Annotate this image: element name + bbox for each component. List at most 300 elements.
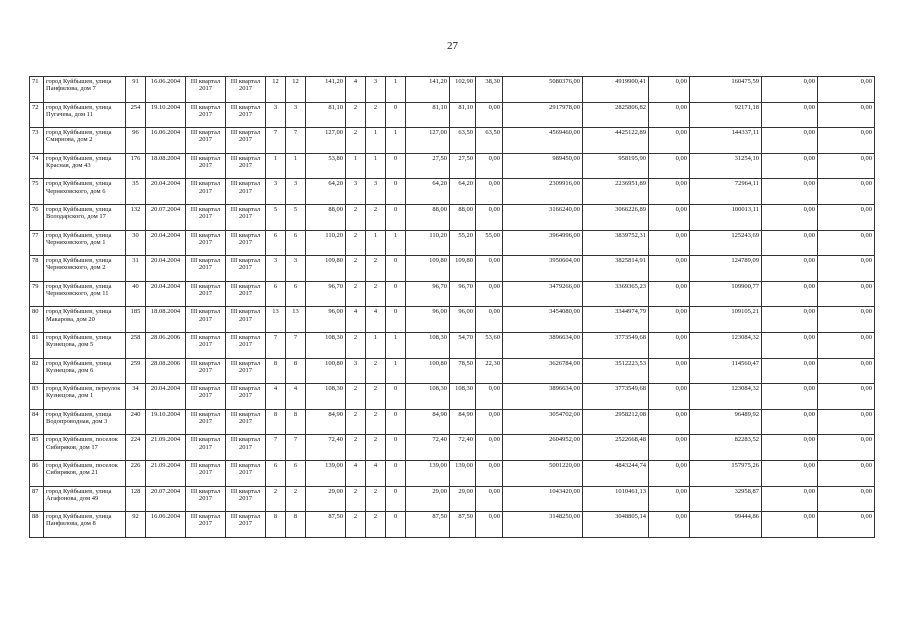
other-funds-cell: 0,00 [818,409,875,435]
fund-share-cell: 2236951,89 [583,179,649,205]
total-cost-cell: 3896634,00 [503,332,583,358]
rooms-total-cell: 2 [346,435,366,461]
other-funds-cell: 0,00 [818,512,875,538]
document-number-cell: 30 [126,230,146,256]
housing-registry-table [29,76,875,538]
residents-count-cell: 6 [266,230,286,256]
planned-quarter-cell: III квартал 2017 [186,512,226,538]
relocated-count-cell: 8 [286,358,306,384]
rooms-private-cell: 1 [386,358,406,384]
table-row [30,102,875,128]
area-total-cell: 109,80 [406,256,450,282]
extra-funds-cell: 0,00 [762,409,818,435]
actual-quarter-cell: III квартал 2017 [226,358,266,384]
area-municipal-cell: 87,50 [450,512,476,538]
rooms-total-cell: 2 [346,128,366,154]
date-cell: 16.06.2004 [146,512,186,538]
table-row [30,128,875,154]
area-total-cell: 87,50 [406,512,450,538]
fund-share-cell: 3839752,31 [583,230,649,256]
area-private-cell: 0,00 [476,512,503,538]
fund-share-cell: 2522668,48 [583,435,649,461]
rooms-municipal-cell: 3 [366,179,386,205]
rooms-private-cell: 0 [386,384,406,410]
relocated-count-cell: 2 [286,486,306,512]
extra-funds-cell: 0,00 [762,128,818,154]
address-cell: город Куйбышев, улица Панфилова, дом 8 [44,512,126,538]
document-number-cell: 128 [126,486,146,512]
row-number: 81 [30,332,44,358]
document-number-cell: 91 [126,77,146,103]
rooms-total-cell: 3 [346,358,366,384]
extra-funds-cell: 0,00 [762,460,818,486]
table-row [30,153,875,179]
area-total-cell: 141,20 [406,77,450,103]
area-total-cell: 100,80 [406,358,450,384]
date-cell: 19.10.2004 [146,102,186,128]
total-cost-cell: 2604952,00 [503,435,583,461]
local-budget-cell: 109900,77 [690,281,762,307]
total-cost-cell: 3626784,00 [503,358,583,384]
actual-quarter-cell: III квартал 2017 [226,153,266,179]
document-number-cell: 132 [126,204,146,230]
row-number: 87 [30,486,44,512]
total-area-cell: 127,00 [306,128,346,154]
area-total-cell: 108,30 [406,384,450,410]
residents-count-cell: 6 [266,281,286,307]
other-funds-cell: 0,00 [818,77,875,103]
rooms-private-cell: 0 [386,204,406,230]
planned-quarter-cell: III квартал 2017 [186,128,226,154]
document-number-cell: 259 [126,358,146,384]
regional-budget-cell: 0,00 [649,77,690,103]
extra-funds-cell: 0,00 [762,332,818,358]
date-cell: 20.04.2004 [146,384,186,410]
table-row [30,409,875,435]
rooms-private-cell: 1 [386,128,406,154]
planned-quarter-cell: III квартал 2017 [186,307,226,333]
other-funds-cell: 0,00 [818,179,875,205]
rooms-municipal-cell: 2 [366,281,386,307]
rooms-total-cell: 1 [346,153,366,179]
total-cost-cell: 2917978,00 [503,102,583,128]
extra-funds-cell: 0,00 [762,486,818,512]
extra-funds-cell: 0,00 [762,230,818,256]
planned-quarter-cell: III квартал 2017 [186,358,226,384]
total-area-cell: 96,70 [306,281,346,307]
rooms-municipal-cell: 2 [366,512,386,538]
extra-funds-cell: 0,00 [762,204,818,230]
residents-count-cell: 7 [266,435,286,461]
rooms-private-cell: 0 [386,307,406,333]
total-area-cell: 110,20 [306,230,346,256]
address-cell: город Куйбышев, улица Водопроводная, дом 3 [44,409,126,435]
local-budget-cell: 123084,32 [690,384,762,410]
total-area-cell: 139,00 [306,460,346,486]
rooms-total-cell: 2 [346,409,366,435]
fund-share-cell: 3369365,23 [583,281,649,307]
local-budget-cell: 123084,32 [690,332,762,358]
document-number-cell: 185 [126,307,146,333]
area-private-cell: 55,00 [476,230,503,256]
regional-budget-cell: 0,00 [649,486,690,512]
date-cell: 20.04.2004 [146,256,186,282]
table-row [30,179,875,205]
residents-count-cell: 12 [266,77,286,103]
fund-share-cell: 4425122,89 [583,128,649,154]
document-number-cell: 240 [126,409,146,435]
area-municipal-cell: 88,00 [450,204,476,230]
row-number: 73 [30,128,44,154]
regional-budget-cell: 0,00 [649,230,690,256]
date-cell: 16.06.2004 [146,77,186,103]
residents-count-cell: 8 [266,358,286,384]
total-area-cell: 109,80 [306,256,346,282]
residents-count-cell: 2 [266,486,286,512]
document-number-cell: 96 [126,128,146,154]
other-funds-cell: 0,00 [818,230,875,256]
rooms-total-cell: 2 [346,102,366,128]
relocated-count-cell: 6 [286,230,306,256]
table-body [30,77,875,538]
total-cost-cell: 2309916,00 [503,179,583,205]
fund-share-cell: 3344974,79 [583,307,649,333]
local-budget-cell: 160475,59 [690,77,762,103]
fund-share-cell: 958195,90 [583,153,649,179]
other-funds-cell: 0,00 [818,435,875,461]
other-funds-cell: 0,00 [818,153,875,179]
area-total-cell: 72,40 [406,435,450,461]
relocated-count-cell: 4 [286,384,306,410]
date-cell: 21.09.2004 [146,435,186,461]
area-private-cell: 63,50 [476,128,503,154]
relocated-count-cell: 7 [286,128,306,154]
area-municipal-cell: 84,90 [450,409,476,435]
address-cell: город Куйбышев, улица Черняховского, дом 2 [44,256,126,282]
total-cost-cell: 3454080,00 [503,307,583,333]
total-cost-cell: 3166240,00 [503,204,583,230]
extra-funds-cell: 0,00 [762,102,818,128]
planned-quarter-cell: III квартал 2017 [186,204,226,230]
total-cost-cell: 989450,00 [503,153,583,179]
area-municipal-cell: 63,50 [450,128,476,154]
area-municipal-cell: 27,50 [450,153,476,179]
rooms-private-cell: 1 [386,230,406,256]
regional-budget-cell: 0,00 [649,384,690,410]
residents-count-cell: 3 [266,179,286,205]
date-cell: 20.04.2004 [146,179,186,205]
document-number-cell: 40 [126,281,146,307]
planned-quarter-cell: III квартал 2017 [186,230,226,256]
extra-funds-cell: 0,00 [762,307,818,333]
regional-budget-cell: 0,00 [649,409,690,435]
total-area-cell: 81,10 [306,102,346,128]
extra-funds-cell: 0,00 [762,179,818,205]
address-cell: город Куйбышев, улица Красная, дом 43 [44,153,126,179]
planned-quarter-cell: III квартал 2017 [186,435,226,461]
rooms-private-cell: 0 [386,256,406,282]
rooms-private-cell: 0 [386,281,406,307]
local-budget-cell: 31254,10 [690,153,762,179]
area-municipal-cell: 109,80 [450,256,476,282]
area-total-cell: 96,70 [406,281,450,307]
other-funds-cell: 0,00 [818,384,875,410]
regional-budget-cell: 0,00 [649,358,690,384]
table-row [30,281,875,307]
area-municipal-cell: 55,20 [450,230,476,256]
extra-funds-cell: 0,00 [762,256,818,282]
total-cost-cell: 4569460,00 [503,128,583,154]
area-private-cell: 0,00 [476,307,503,333]
regional-budget-cell: 0,00 [649,281,690,307]
residents-count-cell: 13 [266,307,286,333]
area-total-cell: 84,90 [406,409,450,435]
rooms-private-cell: 0 [386,486,406,512]
rooms-municipal-cell: 2 [366,102,386,128]
address-cell: город Куйбышев, улица Пугачева, дом 11 [44,102,126,128]
row-number: 76 [30,204,44,230]
planned-quarter-cell: III квартал 2017 [186,409,226,435]
fund-share-cell: 4843244,74 [583,460,649,486]
total-area-cell: 64,20 [306,179,346,205]
rooms-private-cell: 0 [386,409,406,435]
address-cell: город Куйбышев, улица Макарова, дом 20 [44,307,126,333]
extra-funds-cell: 0,00 [762,384,818,410]
date-cell: 20.04.2004 [146,281,186,307]
rooms-municipal-cell: 4 [366,307,386,333]
planned-quarter-cell: III квартал 2017 [186,460,226,486]
residents-count-cell: 7 [266,332,286,358]
relocated-count-cell: 8 [286,512,306,538]
date-cell: 18.08.2004 [146,153,186,179]
document-number-cell: 176 [126,153,146,179]
local-budget-cell: 144337,11 [690,128,762,154]
other-funds-cell: 0,00 [818,256,875,282]
area-private-cell: 0,00 [476,486,503,512]
extra-funds-cell: 0,00 [762,435,818,461]
area-total-cell: 81,10 [406,102,450,128]
local-budget-cell: 100013,11 [690,204,762,230]
area-private-cell: 0,00 [476,153,503,179]
rooms-municipal-cell: 2 [366,358,386,384]
document-number-cell: 92 [126,512,146,538]
planned-quarter-cell: III квартал 2017 [186,179,226,205]
document-number-cell: 254 [126,102,146,128]
rooms-private-cell: 0 [386,153,406,179]
fund-share-cell: 1010461,13 [583,486,649,512]
area-total-cell: 127,00 [406,128,450,154]
regional-budget-cell: 0,00 [649,128,690,154]
area-municipal-cell: 72,40 [450,435,476,461]
residents-count-cell: 3 [266,256,286,282]
row-number: 88 [30,512,44,538]
total-area-cell: 96,00 [306,307,346,333]
rooms-total-cell: 4 [346,307,366,333]
rooms-municipal-cell: 4 [366,460,386,486]
rooms-private-cell: 1 [386,332,406,358]
actual-quarter-cell: III квартал 2017 [226,460,266,486]
date-cell: 19.10.2004 [146,409,186,435]
actual-quarter-cell: III квартал 2017 [226,332,266,358]
area-municipal-cell: 54,70 [450,332,476,358]
row-number: 84 [30,409,44,435]
regional-budget-cell: 0,00 [649,460,690,486]
area-total-cell: 96,00 [406,307,450,333]
area-private-cell: 0,00 [476,384,503,410]
area-private-cell: 22,30 [476,358,503,384]
table-row [30,256,875,282]
rooms-total-cell: 4 [346,77,366,103]
document-number-cell: 35 [126,179,146,205]
area-municipal-cell: 139,00 [450,460,476,486]
extra-funds-cell: 0,00 [762,153,818,179]
area-private-cell: 0,00 [476,179,503,205]
area-total-cell: 110,20 [406,230,450,256]
actual-quarter-cell: III квартал 2017 [226,486,266,512]
actual-quarter-cell: III квартал 2017 [226,102,266,128]
row-number: 83 [30,384,44,410]
date-cell: 28.08.2006 [146,358,186,384]
relocated-count-cell: 3 [286,256,306,282]
rooms-private-cell: 0 [386,512,406,538]
rooms-private-cell: 0 [386,460,406,486]
area-municipal-cell: 96,70 [450,281,476,307]
residents-count-cell: 4 [266,384,286,410]
address-cell: город Куйбышев, улица Черняховского, дом 1 [44,230,126,256]
table-row [30,307,875,333]
planned-quarter-cell: III квартал 2017 [186,102,226,128]
fund-share-cell: 3825814,91 [583,256,649,282]
regional-budget-cell: 0,00 [649,204,690,230]
other-funds-cell: 0,00 [818,281,875,307]
area-total-cell: 64,20 [406,179,450,205]
other-funds-cell: 0,00 [818,486,875,512]
rooms-municipal-cell: 2 [366,256,386,282]
total-area-cell: 141,20 [306,77,346,103]
actual-quarter-cell: III квартал 2017 [226,512,266,538]
rooms-private-cell: 0 [386,102,406,128]
actual-quarter-cell: III квартал 2017 [226,179,266,205]
relocated-count-cell: 12 [286,77,306,103]
address-cell: город Куйбышев, поселок Сибиряков, дом 17 [44,435,126,461]
regional-budget-cell: 0,00 [649,435,690,461]
area-total-cell: 139,00 [406,460,450,486]
table-row [30,486,875,512]
extra-funds-cell: 0,00 [762,358,818,384]
fund-share-cell: 4919900,41 [583,77,649,103]
area-private-cell: 38,30 [476,77,503,103]
fund-share-cell: 3773549,68 [583,332,649,358]
address-cell: город Куйбышев, переулок Кузнецова, дом 1 [44,384,126,410]
planned-quarter-cell: III квартал 2017 [186,486,226,512]
planned-quarter-cell: III квартал 2017 [186,281,226,307]
rooms-total-cell: 2 [346,281,366,307]
residents-count-cell: 7 [266,128,286,154]
row-number: 77 [30,230,44,256]
residents-count-cell: 8 [266,512,286,538]
relocated-count-cell: 3 [286,179,306,205]
relocated-count-cell: 7 [286,332,306,358]
rooms-private-cell: 1 [386,77,406,103]
area-private-cell: 0,00 [476,204,503,230]
local-budget-cell: 96489,92 [690,409,762,435]
relocated-count-cell: 7 [286,435,306,461]
regional-budget-cell: 0,00 [649,332,690,358]
fund-share-cell: 2825806,82 [583,102,649,128]
total-area-cell: 88,00 [306,204,346,230]
planned-quarter-cell: III квартал 2017 [186,77,226,103]
area-private-cell: 0,00 [476,256,503,282]
area-total-cell: 108,30 [406,332,450,358]
relocated-count-cell: 6 [286,281,306,307]
address-cell: город Куйбышев, улица Черняховского, дом 6 [44,179,126,205]
other-funds-cell: 0,00 [818,332,875,358]
total-cost-cell: 1043420,00 [503,486,583,512]
area-municipal-cell: 102,90 [450,77,476,103]
area-total-cell: 27,50 [406,153,450,179]
area-private-cell: 0,00 [476,460,503,486]
relocated-count-cell: 8 [286,409,306,435]
document-number-cell: 34 [126,384,146,410]
table-row [30,77,875,103]
fund-share-cell: 3066226,89 [583,204,649,230]
extra-funds-cell: 0,00 [762,77,818,103]
area-total-cell: 29,00 [406,486,450,512]
table-row [30,512,875,538]
planned-quarter-cell: III квартал 2017 [186,332,226,358]
residents-count-cell: 1 [266,153,286,179]
total-cost-cell: 3896634,00 [503,384,583,410]
document-number-cell: 226 [126,460,146,486]
total-cost-cell: 3950604,00 [503,256,583,282]
area-private-cell: 0,00 [476,281,503,307]
date-cell: 18.08.2004 [146,307,186,333]
local-budget-cell: 92171,18 [690,102,762,128]
table-row [30,384,875,410]
local-budget-cell: 124789,09 [690,256,762,282]
row-number: 80 [30,307,44,333]
rooms-municipal-cell: 1 [366,332,386,358]
table-row [30,204,875,230]
row-number: 78 [30,256,44,282]
area-private-cell: 53,60 [476,332,503,358]
residents-count-cell: 5 [266,204,286,230]
actual-quarter-cell: III квартал 2017 [226,384,266,410]
rooms-municipal-cell: 2 [366,486,386,512]
local-budget-cell: 82283,52 [690,435,762,461]
relocated-count-cell: 1 [286,153,306,179]
rooms-total-cell: 2 [346,256,366,282]
total-area-cell: 72,40 [306,435,346,461]
total-area-cell: 84,90 [306,409,346,435]
other-funds-cell: 0,00 [818,307,875,333]
local-budget-cell: 72964,11 [690,179,762,205]
rooms-municipal-cell: 2 [366,409,386,435]
date-cell: 28.06.2006 [146,332,186,358]
total-cost-cell: 3148250,00 [503,512,583,538]
rooms-total-cell: 2 [346,204,366,230]
actual-quarter-cell: III квартал 2017 [226,204,266,230]
date-cell: 20.07.2004 [146,204,186,230]
address-cell: город Куйбышев, улица Черняховского, дом 11 [44,281,126,307]
address-cell: город Куйбышев, улица Володарского, дом 17 [44,204,126,230]
area-private-cell: 0,00 [476,102,503,128]
regional-budget-cell: 0,00 [649,512,690,538]
total-area-cell: 29,00 [306,486,346,512]
total-cost-cell: 3964996,00 [503,230,583,256]
row-number: 75 [30,179,44,205]
fund-share-cell: 3512223,53 [583,358,649,384]
